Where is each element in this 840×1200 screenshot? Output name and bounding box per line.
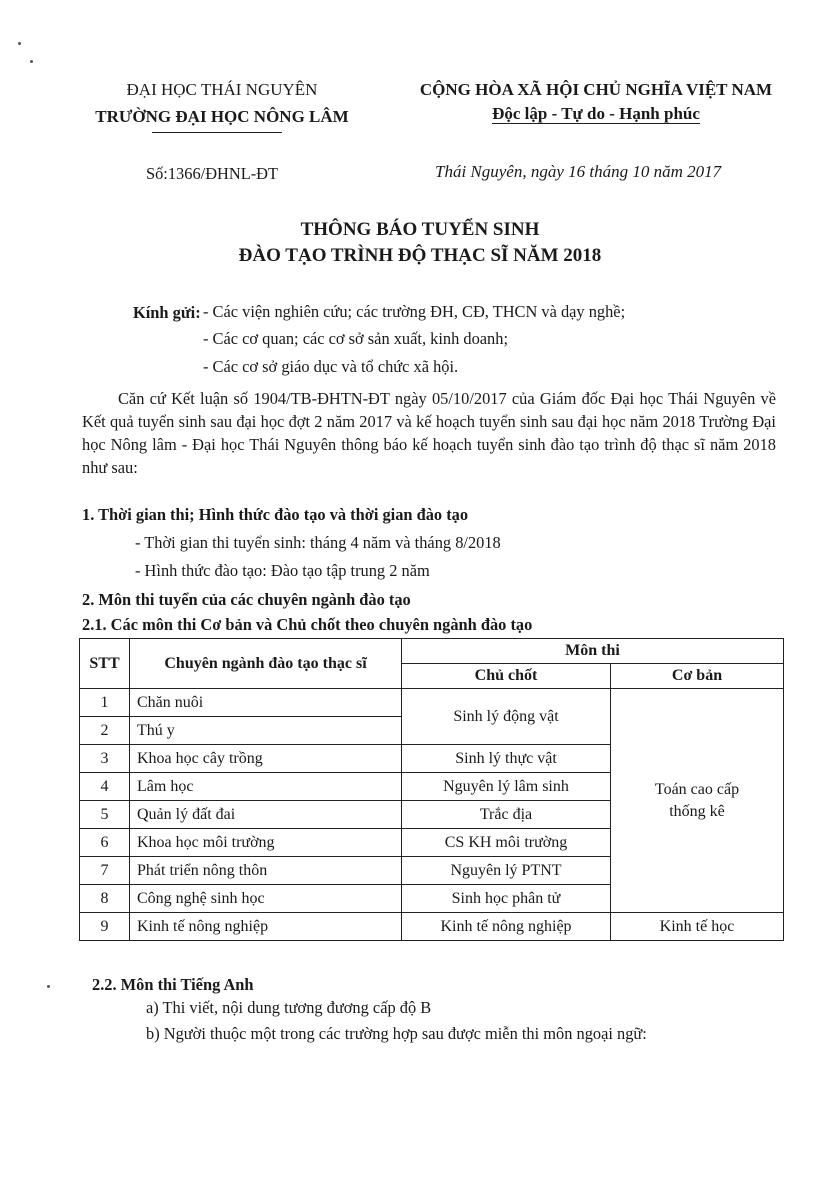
section22-item: b) Người thuộc một trong các trường hợp sau được miễn thi môn ngoại ngữ: xyxy=(146,1024,647,1043)
row-stt: 8 xyxy=(80,885,130,913)
section21-heading: 2.1. Các môn thi Cơ bản và Chủ chốt theo chuyên ngành đào tạo xyxy=(82,615,533,634)
document-number: Số:1366/ĐHNL-ĐT xyxy=(146,164,279,183)
core-subject: Trắc địa xyxy=(402,801,611,829)
section2-heading: 2. Môn thi tuyển của các chuyên ngành đào tạo xyxy=(82,590,411,609)
subjects-table xyxy=(79,638,784,941)
core-subject: CS KH môi trường xyxy=(402,829,611,857)
header-major: Chuyên ngành đào tạo thạc sĩ xyxy=(130,639,402,689)
core-subject: Sinh lý thực vật xyxy=(402,745,611,773)
section1-item: - Thời gian thi tuyển sinh: tháng 4 năm và tháng 8/2018 xyxy=(135,533,501,552)
row-major: Công nghệ sinh học xyxy=(130,885,402,913)
section1-heading: 1. Thời gian thi; Hình thức đào tạo và thời gian đào tạo xyxy=(82,505,469,524)
section22-heading: 2.2. Môn thi Tiếng Anh xyxy=(92,975,254,994)
recipient-item: - Các cơ sở giáo dục và tổ chức xã hội. xyxy=(203,357,459,376)
table-row xyxy=(80,689,784,717)
recipient-item: - Các cơ quan; các cơ sở sản xuất, kinh doanh; xyxy=(203,329,509,348)
core-subject: Nguyên lý lâm sinh xyxy=(402,773,611,801)
scan-speck xyxy=(47,985,50,988)
row-stt: 4 xyxy=(80,773,130,801)
row-major: Chăn nuôi xyxy=(130,689,402,717)
row-stt: 9 xyxy=(80,913,130,941)
motto: Độc lập - Tự do - Hạnh phúc xyxy=(492,104,700,123)
section1-item: - Hình thức đào tạo: Đào tạo tập trung 2 năm xyxy=(135,561,430,580)
core-subject: Sinh lý động vật xyxy=(402,689,611,745)
place-date: Thái Nguyên, ngày 16 tháng 10 năm 2017 xyxy=(435,162,722,181)
scan-speck xyxy=(30,60,33,63)
table-row xyxy=(80,913,784,941)
school-name: TRƯỜNG ĐẠI HỌC NÔNG LÂM xyxy=(95,107,349,126)
header-core: Chủ chốt xyxy=(402,664,611,689)
basic-subject-last: Kinh tế học xyxy=(611,913,784,941)
core-subject: Sinh học phân tử xyxy=(402,885,611,913)
core-subject: Kinh tế nông nghiệp xyxy=(402,913,611,941)
row-stt: 3 xyxy=(80,745,130,773)
recipient-item: - Các viện nghiên cứu; các trường ĐH, CĐ, THCN và dạy nghề; xyxy=(203,302,626,321)
header-subjects: Môn thi xyxy=(402,639,784,664)
section22-item: a) Thi viết, nội dung tương đương cấp độ B xyxy=(146,998,432,1017)
school-name-underline xyxy=(152,132,282,133)
org-name: ĐẠI HỌC THÁI NGUYÊN xyxy=(126,80,318,99)
basic-subject-main: Toán cao cấp thống kê xyxy=(611,689,784,913)
header-basic: Cơ bản xyxy=(611,664,784,689)
scan-speck xyxy=(18,42,21,45)
row-stt: 1 xyxy=(80,689,130,717)
intro-paragraph: Căn cứ Kết luận số 1904/TB-ĐHTN-ĐT ngày 05/10/2017 của Giám đốc Đại học Thái Nguyên về Kết quả tuyển sinh sau đại học đợt 2 năm 2017 và kế hoạch tuyển sinh sau đại học năm 2018 Trường Đại học Nông lâm - Đại học Thái Nguyên thông báo kế hoạch tuyển sinh đào tạo trình độ thạc sĩ năm 2018 như sau: xyxy=(82,389,776,477)
row-major: Thú y xyxy=(130,717,402,745)
country-name: CỘNG HÒA XÃ HỘI CHỦ NGHĨA VIỆT NAM xyxy=(419,80,773,99)
row-major: Phát triển nông thôn xyxy=(130,857,402,885)
row-stt: 7 xyxy=(80,857,130,885)
row-major: Kinh tế nông nghiệp xyxy=(130,913,402,941)
row-major: Quản lý đất đai xyxy=(130,801,402,829)
header-stt: STT xyxy=(80,639,130,689)
row-stt: 2 xyxy=(80,717,130,745)
row-stt: 6 xyxy=(80,829,130,857)
core-subject: Nguyên lý PTNT xyxy=(402,857,611,885)
title-line1: THÔNG BÁO TUYỂN SINH xyxy=(300,219,540,240)
title-line2: ĐÀO TẠO TRÌNH ĐỘ THẠC SĨ NĂM 2018 xyxy=(238,245,602,266)
row-major: Khoa học môi trường xyxy=(130,829,402,857)
recipients-label: Kính gửi: xyxy=(133,303,201,322)
row-major: Khoa học cây trồng xyxy=(130,745,402,773)
row-stt: 5 xyxy=(80,801,130,829)
row-major: Lâm học xyxy=(130,773,402,801)
